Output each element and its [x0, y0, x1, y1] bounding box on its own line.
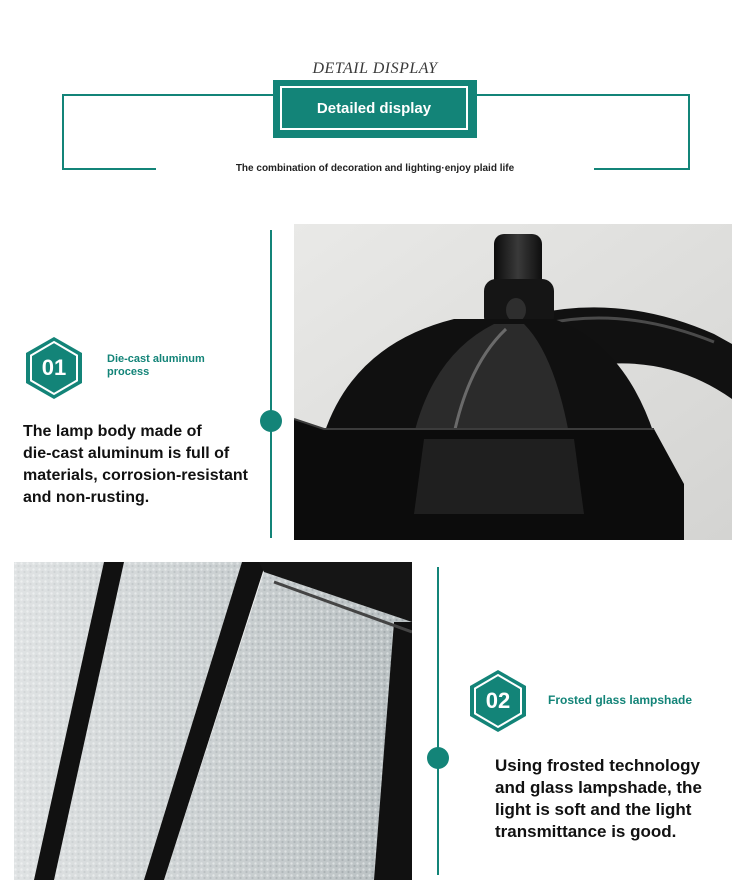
- feature-02-divider-dot: [427, 747, 449, 769]
- feature-01-description: [23, 421, 273, 509]
- frosted-glass-photo: [14, 562, 412, 880]
- feature-01-hex-badge: [25, 336, 83, 400]
- frame-line-left: [62, 94, 64, 170]
- feature-02-text-line: light is soft and the light: [495, 800, 692, 819]
- lamp-top-photo: [294, 224, 732, 540]
- frame-line-top-right: [476, 94, 690, 96]
- feature-01-title: [107, 353, 247, 379]
- frame-line-top-left: [62, 94, 274, 96]
- feature-01-divider-dot: [260, 410, 282, 432]
- section-subtitle: The combination of decoration and lighting·enjoy plaid life: [235, 163, 515, 174]
- feature-01-text-line: and non-rusting.: [23, 489, 150, 506]
- frame-line-right: [688, 94, 690, 170]
- section-kicker: DETAIL DISPLAY: [312, 60, 438, 77]
- feature-02-title: Frosted glass lampshade: [548, 693, 693, 707]
- feature-01-text-line: materials, corrosion-resistant: [23, 467, 248, 484]
- section-badge-label: Detailed display: [280, 86, 468, 130]
- feature-02-divider-line: [437, 567, 439, 875]
- feature-01-divider-line: [270, 230, 272, 538]
- feature-01-title-line1: Die-cast aluminum: [107, 353, 205, 365]
- feature-02-description: [495, 755, 745, 843]
- feature-01-text-line: die-cast aluminum is full of: [23, 445, 230, 462]
- feature-02-hex-badge: [469, 669, 527, 733]
- feature-02-text-line: transmittance is good.: [495, 822, 677, 841]
- feature-02-number: 02: [485, 688, 511, 713]
- feature-01-title-line2: process: [107, 366, 150, 378]
- feature-01-number: 01: [41, 355, 67, 380]
- feature-01-text-line: The lamp body made of: [23, 423, 202, 440]
- feature-02-text-line: and glass lampshade, the: [495, 778, 702, 797]
- feature-02-text-line: Using frosted technology: [495, 756, 700, 775]
